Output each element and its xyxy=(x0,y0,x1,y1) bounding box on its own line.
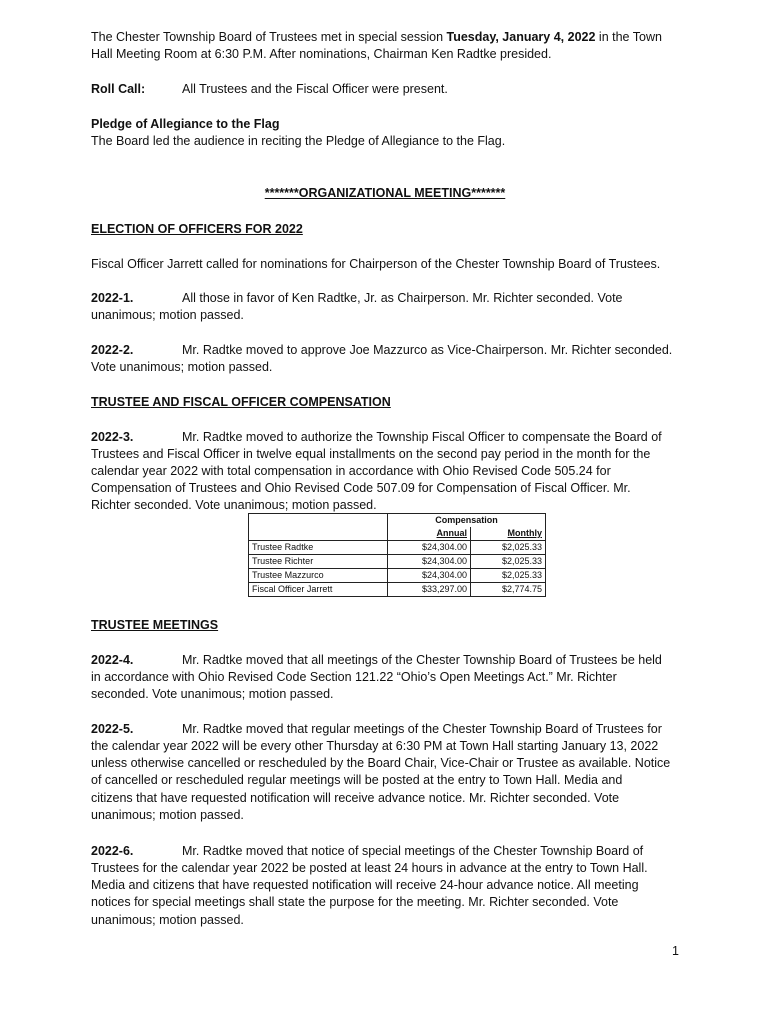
row-annual: $24,304.00 xyxy=(388,541,471,555)
row-monthly: $2,025.33 xyxy=(471,569,546,583)
resolution-2022-4-line-2: in accordance with Ohio Revised Code Section 121.22 “Ohio’s Open Meetings Act.” Mr. Richter xyxy=(91,670,617,684)
resolution-2022-2-line-2: Vote unanimous; motion passed. xyxy=(91,360,273,374)
resolution-number: 2022-6. xyxy=(91,844,134,858)
election-intro: Fiscal Officer Jarrett called for nominations for Chairperson of the Chester Township Board of Trustees. xyxy=(91,257,661,271)
resolution-2022-3-line-5: Richter seconded. Vote unanimous; motion passed. xyxy=(91,498,377,512)
resolution-2022-5-line-6: unanimous; motion passed. xyxy=(91,808,244,822)
resolution-text: Mr. Radtke moved to approve Joe Mazzurco as Vice-Chairperson. Mr. Richter seconded. xyxy=(182,343,673,357)
compensation-group-header: Compensation xyxy=(388,514,546,528)
row-annual: $24,304.00 xyxy=(388,555,471,569)
row-monthly: $2,025.33 xyxy=(471,555,546,569)
table-corner-cell xyxy=(249,527,388,541)
resolution-2022-5 xyxy=(91,721,662,738)
row-monthly: $2,025.33 xyxy=(471,541,546,555)
resolution-text: Mr. Radtke moved that all meetings of the Chester Township Board of Trustees be held xyxy=(182,653,662,667)
roll-call-colon: : xyxy=(141,82,146,96)
resolution-2022-2 xyxy=(91,342,672,359)
resolution-2022-5-line-5: citizens that have requested notification will receive advance notice. Mr. Richter seconded. Vote xyxy=(91,791,620,805)
resolution-2022-1-line-2: unanimous; motion passed. xyxy=(91,308,244,322)
table-row xyxy=(249,555,546,569)
roll-call-text: All Trustees and the Fiscal Officer were present. xyxy=(182,82,448,96)
resolution-number: 2022-4. xyxy=(91,653,134,667)
table-row xyxy=(249,569,546,583)
compensation-table xyxy=(248,513,546,597)
roll-call-label: Roll Call xyxy=(91,82,142,96)
row-name: Trustee Radtke xyxy=(249,541,388,555)
resolution-2022-6-line-3: Media and citizens that have requested notification will receive 24-hour advance notice. All meeting xyxy=(91,878,639,892)
meeting-date: Tuesday, January 4, 2022 xyxy=(446,30,596,44)
resolution-2022-1 xyxy=(91,290,623,307)
table-row xyxy=(249,541,546,555)
resolution-2022-6-line-2: Trustees for the calendar year 2022 be posted at least 24 hours in advance at the entry to Town Hall. xyxy=(91,861,648,875)
resolution-2022-6-line-4: notices for special meetings shall state the purpose for the meeting. Mr. Richter seconded. Vote xyxy=(91,895,619,909)
row-name: Trustee Richter xyxy=(249,555,388,569)
resolution-2022-3-line-3: calendar year 2022 with total compensation in accordance with Ohio Revised Code 505.24 for xyxy=(91,464,611,478)
resolution-text: Mr. Radtke moved that notice of special meetings of the Chester Township Board of xyxy=(182,844,644,858)
resolution-text: Mr. Radtke moved that regular meetings of the Chester Township Board of Trustees for xyxy=(182,722,662,736)
intro-text-end: in the Town xyxy=(595,30,662,44)
resolution-2022-3 xyxy=(91,429,662,446)
compensation-heading: TRUSTEE AND FISCAL OFFICER COMPENSATION xyxy=(91,395,391,409)
row-annual: $33,297.00 xyxy=(388,583,471,597)
resolution-2022-3-line-4: Compensation of Trustees and Ohio Revised Code 507.09 for Compensation of Fiscal Officer. Mr. xyxy=(91,481,631,495)
column-header-annual: Annual xyxy=(388,527,471,541)
resolution-number: 2022-1. xyxy=(91,291,134,305)
resolution-number: 2022-3. xyxy=(91,430,134,444)
intro-text: The Chester Township Board of Trustees met in special session xyxy=(91,30,447,44)
row-name: Trustee Mazzurco xyxy=(249,569,388,583)
row-name: Fiscal Officer Jarrett xyxy=(249,583,388,597)
resolution-2022-5-line-3: unless otherwise cancelled or rescheduled by the Board Chair, Vice-Chair or Trustee as available. Notice xyxy=(91,756,671,770)
resolution-2022-5-line-4: of cancelled or rescheduled regular meetings will be posted at the entry to Town Hall. Media and xyxy=(91,773,623,787)
table-subheader-row xyxy=(249,527,546,541)
resolution-2022-4-line-3: seconded. Vote unanimous; motion passed. xyxy=(91,687,334,701)
table-row xyxy=(249,583,546,597)
meetings-heading: TRUSTEE MEETINGS xyxy=(91,618,219,632)
resolution-number: 2022-2. xyxy=(91,343,134,357)
resolution-2022-3-line-2: Trustees and Fiscal Officer in twelve equal installments on the second pay period in the month for the xyxy=(91,447,651,461)
roll-call xyxy=(91,81,448,98)
column-header-monthly: Monthly xyxy=(471,527,546,541)
table-header-row xyxy=(249,514,546,528)
resolution-text: All those in favor of Ken Radtke, Jr. as Chairperson. Mr. Richter seconded. Vote xyxy=(182,291,623,305)
pledge-text: The Board led the audience in reciting the Pledge of Allegiance to the Flag. xyxy=(91,134,506,148)
resolution-text: Mr. Radtke moved to authorize the Township Fiscal Officer to compensate the Board of xyxy=(182,430,662,444)
resolution-2022-5-line-2: the calendar year 2022 will be every other Thursday at 6:30 PM at Town Hall starting January 13, 2022 xyxy=(91,739,659,753)
row-monthly: $2,774.75 xyxy=(471,583,546,597)
resolution-2022-6 xyxy=(91,843,643,860)
resolution-2022-6-line-5: unanimous; motion passed. xyxy=(91,913,244,927)
resolution-2022-4 xyxy=(91,652,662,669)
election-heading: ELECTION OF OFFICERS FOR 2022 xyxy=(91,222,303,236)
page-number: 1 xyxy=(672,944,679,958)
row-annual: $24,304.00 xyxy=(388,569,471,583)
table-corner-cell xyxy=(249,514,388,528)
resolution-number: 2022-5. xyxy=(91,722,134,736)
organizational-meeting-heading: *******ORGANIZATIONAL MEETING******* xyxy=(264,186,506,200)
pledge-heading: Pledge of Allegiance to the Flag xyxy=(91,117,280,131)
intro-line-2: Hall Meeting Room at 6:30 P.M. After nominations, Chairman Ken Radtke presided. xyxy=(91,47,552,61)
intro-line-1 xyxy=(91,29,662,46)
